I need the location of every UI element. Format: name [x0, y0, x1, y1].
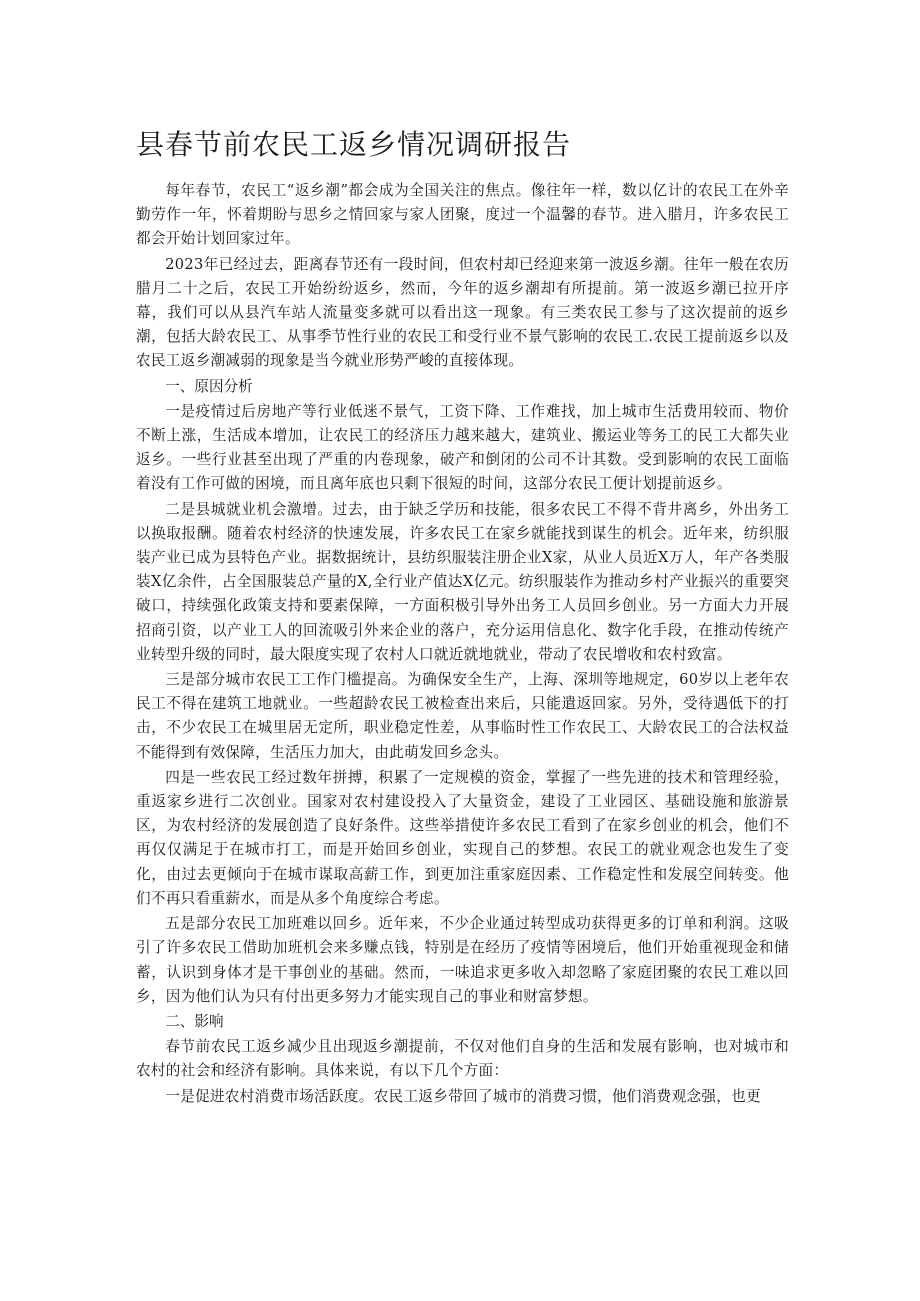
cause-paragraph-4: 四是一些农民工经过数年拼搏，积累了一定规模的资金，掌握了一些先进的技术和管理经验，重返家乡进行二次创业。国家对农村建设投入了大量资金，建设了工业园区、基础设施和旅游景区，为农村经济的发展创造了良好条件。这些举措使许多农民工看到了在家乡创业的机会，他们不再仅仅满足于在城市打工，而是开始回乡创业，实现自己的梦想。农民工的就业观念也发生了变化，由过去更倾向于在城市谋取高薪工作，到更加注重家庭因素、工作稳定性和发展空间转变。他们不再只看重薪水，而是从多个角度综合考虑。 — [136, 768, 789, 907]
intro-paragraph-2: 2023年已经过去，距离春节还有一段时间，但农村却已经迎来第一波返乡潮。往年一般在农历腊月二十之后，农民工开始纷纷返乡，然而，今年的返乡潮却有所提前。第一波返乡潮已拉开序幕，我们可以从县汽车站人流量变多就可以看出这一现象。有三类农民工参与了这次提前的返乡潮，包括大龄农民工、从事季节性行业的农民工和受行业不景气影响的农民工.农民工提前返乡以及农民工返乡潮减弱的现象是当今就业形势严峻的直接体现。 — [136, 255, 789, 370]
document-page — [136, 125, 789, 1110]
cause-paragraph-3: 三是部分城市农民工工作门槛提高。为确保安全生产，上海、深圳等地规定，60岁以上老年农民工不得在建筑工地就业。一些超龄农民工被检查出来后，只能遣返回家。另外，受待遇低下的打击，不少农民工在城里居无定所，职业稳定性差，从事临时性工作农民工、大龄农民工的合法权益不能得到有效保障，生活压力加大，由此萌发回乡念头。 — [136, 671, 789, 761]
impact-paragraph-1: 春节前农民工返乡减少且出现返乡潮提前，不仅对他们自身的生活和发展有影响，也对城市和农村的社会和经济有影响。具体来说，有以下几个方面： — [136, 1038, 789, 1080]
impact-paragraph-2: 一是促进农村消费市场活跃度。农民工返乡带回了城市的消费习惯，他们消费观念强，也更 — [165, 1087, 761, 1105]
section-heading-causes: 一、原因分析 — [165, 377, 253, 395]
section-heading-impact: 二、影响 — [165, 1012, 224, 1030]
cause-paragraph-1: 一是疫情过后房地产等行业低迷不景气，工资下降、工作难找，加上城市生活费用较而、物价不断上涨，生活成本增加，让农民工的经济压力越来越大，建筑业、搬运业等务工的民工大都失业返乡。一些行业甚至出现了严重的内卷现象，破产和倒闭的公司不计其数。受到影响的农民工面临着没有工作可做的困境，而且离年底也只剩下很短的时间，这部分农民工便计划提前返乡。 — [136, 402, 789, 493]
intro-paragraph-1: 每年春节，农民工“返乡潮”都会成为全国关注的焦点。像往年一样，数以亿计的农民工在外辛勤劳作一年，怀着期盼与思乡之情回家与家人团聚，度过一个温馨的春节。进入腊月，许多农民工都会开始计划回家过年。 — [136, 182, 789, 248]
document-title: 县春节前农民工返乡情况调研报告 — [136, 128, 572, 161]
cause-paragraph-5: 五是部分农民工加班难以回乡。近年来，不少企业通过转型成功获得更多的订单和利润。这吸引了许多农民工借助加班机会来多赚点钱，特别是在经历了疫情等困境后，他们开始重视现金和储蓄，认识到身体才是干事创业的基础。然而，一味追求更多收入却忽略了家庭团聚的农民工难以回乡，因为他们认为只有付出更多努力才能实现自己的事业和财富梦想。 — [136, 915, 789, 1005]
cause-paragraph-2: 二是县城就业机会激增。过去，由于缺乏学历和技能，很多农民工不得不背井离乡，外出务工以换取报酬。随着农村经济的快速发展，许多农民工在家乡就能找到谋生的机会。近年来，纺织服装产业已成为县特色产业。据数据统计，县纺织服装注册企业X家，从业人员近X万人，年产各类服装X亿余件，占全国服装总产量的X,全行业产值达X亿元。纺织服装作为推动乡村产业振兴的重要突破口，持续强化政策支持和要素保障，一方面积极引导外出务工人员回乡创业。另一方面大力开展招商引资，以产业工人的回流吸引外来企业的落户，充分运用信息化、数字化手段，在推动传统产业转型升级的同时，最大限度实现了农村人口就近就地就业，带动了农民增收和农村致富。 — [136, 500, 789, 663]
